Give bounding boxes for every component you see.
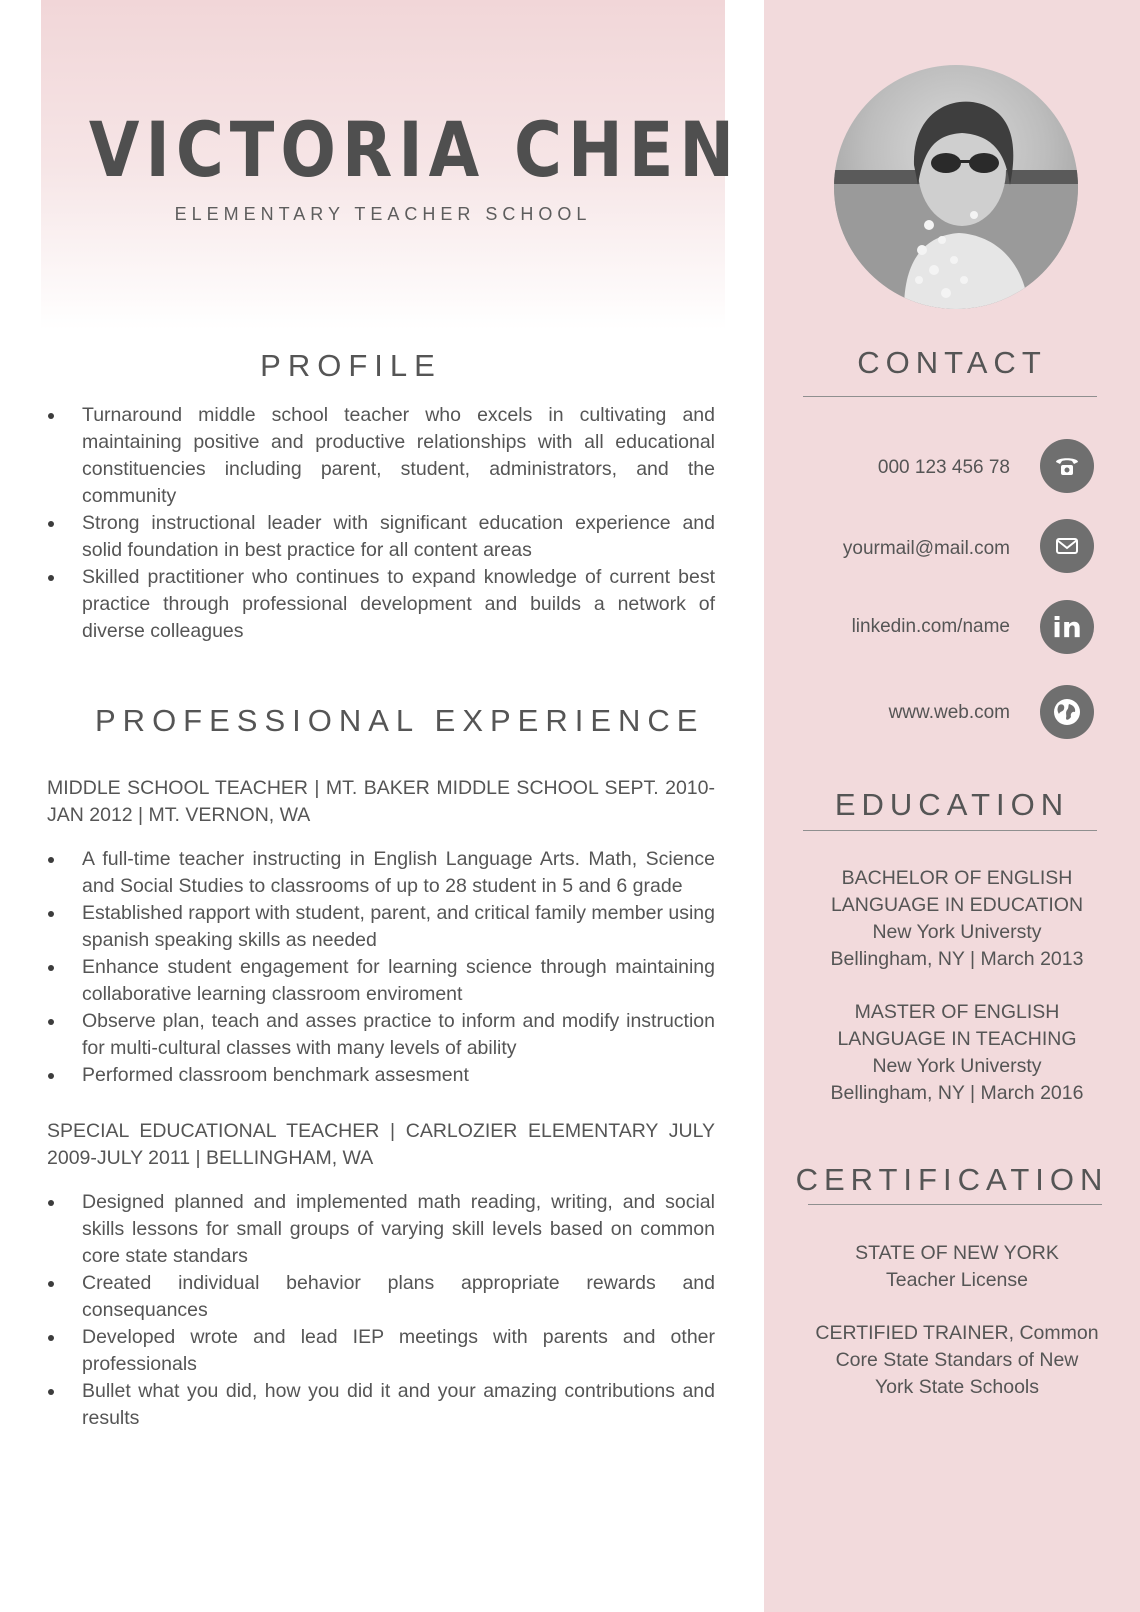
- profile-list: [47, 402, 715, 645]
- education-degree: BACHELOR OF ENGLISH LANGUAGE IN EDUCATION: [830, 867, 1084, 916]
- profile-bullet: Skilled practitioner who continues to expand knowledge of current best practice through professional development and builds a network of diverse colleagues: [47, 564, 715, 645]
- certification-title: CERTIFICATION: [795, 1162, 1109, 1197]
- portrait-illustration: [834, 65, 1078, 309]
- education-title: EDUCATION: [834, 787, 1070, 822]
- job-bullet: Developed wrote and lead IEP meetings with parents and other professionals: [47, 1324, 715, 1378]
- education-detail: Bellingham, NY | March 2013: [830, 948, 1084, 970]
- job-bullet-list: [47, 1189, 715, 1432]
- education-school: New York Universty: [872, 1055, 1042, 1077]
- education-entry: [800, 999, 1114, 1107]
- job-bullet: Designed planned and implemented math reading, writing, and social skills lessons for small groups of varying skill levels based on common core state standars: [47, 1189, 715, 1270]
- profile-bullet: Strong instructional leader with significant education experience and solid foundation in best practice for all content areas: [47, 510, 715, 564]
- contact-title: CONTACT: [857, 345, 1047, 380]
- job-bullet: Enhance student engagement for learning science through maintaining collaborative learning classroom enviroment: [47, 954, 715, 1008]
- profile-title: PROFILE: [260, 348, 442, 383]
- education-entry: [800, 865, 1114, 973]
- job-bullet: A full-time teacher instructing in English Language Arts. Math, Science and Social Studies to classrooms of up to 28 student in 5 and 6 grade: [47, 846, 715, 900]
- certification-entry: [815, 1320, 1099, 1401]
- profile-photo: [834, 65, 1078, 309]
- job-bullet-list: [47, 846, 715, 1089]
- contact-linkedin[interactable]: linkedin.com/name: [851, 616, 1010, 637]
- profile-bullet: Turnaround middle school teacher who excels in cultivating and maintaining positive and productive relationships with all educational constituencies including parent, student, administrators, and the community: [47, 402, 715, 510]
- certification-line: CERTIFIED TRAINER, Common Core State Standars of New York State Schools: [815, 1322, 1099, 1398]
- education-school: New York Universty: [872, 921, 1042, 943]
- contact-phone[interactable]: 000 123 456 78: [877, 457, 1010, 478]
- job-heading: MIDDLE SCHOOL TEACHER | MT. BAKER MIDDLE SCHOOL SEPT. 2010-JAN 2012 | MT. VERNON, WA: [47, 777, 715, 826]
- candidate-role: ELEMENTARY TEACHER SCHOOL: [174, 204, 592, 224]
- job-bullet: Created individual behavior plans appropriate rewards and consequances: [47, 1270, 715, 1324]
- experience-title: PROFESSIONAL EXPERIENCE: [95, 703, 705, 738]
- certification-divider: [808, 1204, 1102, 1205]
- certification-line: STATE OF NEW YORK: [855, 1242, 1059, 1264]
- contact-email[interactable]: yourmail@mail.com: [842, 538, 1010, 559]
- candidate-name: VICTORIA CHEN: [88, 105, 741, 194]
- globe-icon: [1040, 685, 1094, 739]
- job-bullet: Established rapport with student, parent, and critical family member using spanish speaking skills as needed: [47, 900, 715, 954]
- job-bullet: Bullet what you did, how you did it and your amazing contributions and results: [47, 1378, 715, 1432]
- education-divider: [803, 830, 1097, 831]
- job-heading: SPECIAL EDUCATIONAL TEACHER | CARLOZIER ELEMENTARY JULY 2009-JULY 2011 | BELLINGHAM, WA: [47, 1120, 715, 1169]
- mail-icon: [1040, 519, 1094, 573]
- contact-website[interactable]: www.web.com: [888, 702, 1010, 723]
- phone-icon: [1040, 439, 1094, 493]
- job-bullet: Performed classroom benchmark assesment: [47, 1062, 715, 1089]
- job-bullet: Observe plan, teach and asses practice to inform and modify instruction for multi-cultural classes with many levels of ability: [47, 1008, 715, 1062]
- certification-entry: [800, 1240, 1114, 1294]
- linkedin-icon: in: [1040, 600, 1094, 654]
- education-detail: Bellingham, NY | March 2016: [830, 1082, 1084, 1104]
- certification-line: Teacher License: [885, 1269, 1028, 1291]
- contact-divider: [803, 396, 1097, 397]
- education-degree: MASTER OF ENGLISH LANGUAGE IN TEACHING: [837, 1001, 1077, 1050]
